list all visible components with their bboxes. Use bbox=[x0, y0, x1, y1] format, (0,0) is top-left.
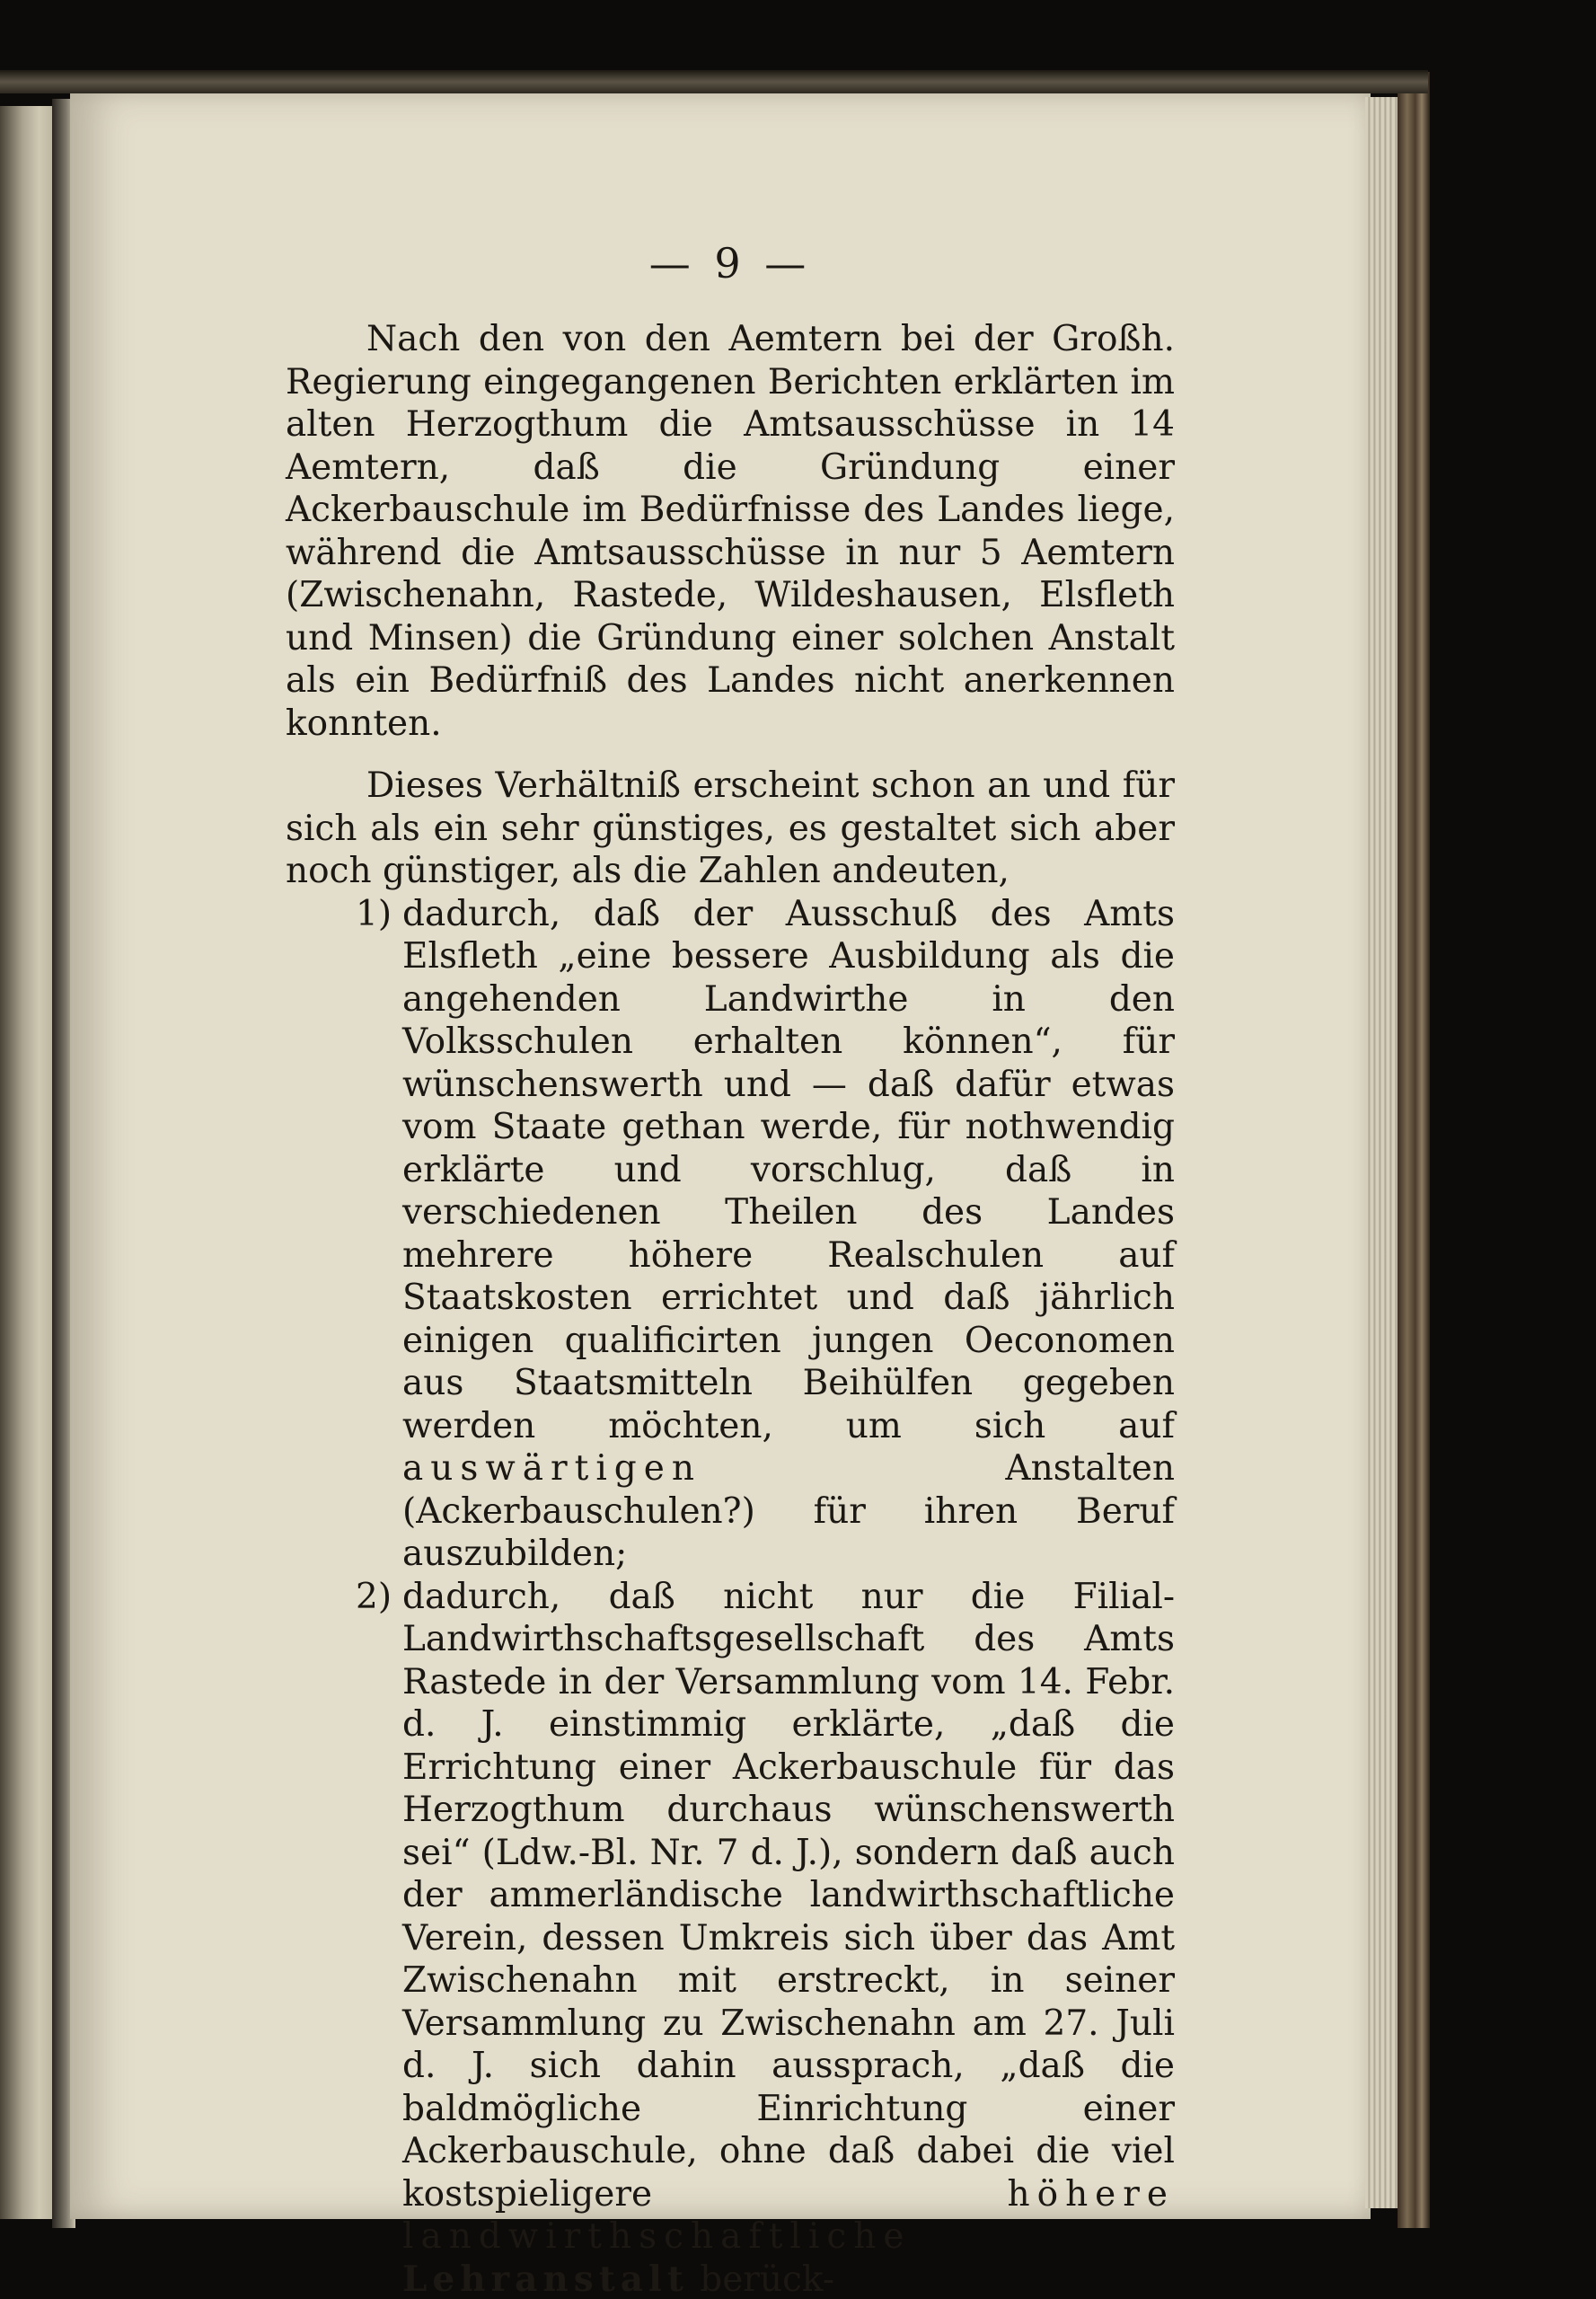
list-item-text-part-a: dadurch, daß der Ausschuß des Amts Elsfleth „eine bessere Ausbildung als die angehenden Landwirthe in den Volksschulen erhalten können“, für wünschenswerth und — daß dafür etwas vom Staate gethan werde, für nothwendig erklärte und vorschlug, daß in verschiedenen Theilen des Landes mehrere höhere Realschulen auf Staatskosten errichtet und daß jährlich einigen qualificirten jungen Oeconomen aus Staatsmitteln Beihülfen gegeben werden möchten, um sich auf bbox=[402, 893, 1175, 1446]
paragraph-1: Nach den von den Aemtern bei der Großh. Regierung eingegangenen Berichten erklärten im alten Herzogthum die Amtsausschüsse in 14 Aemtern, daß die Gründung einer Ackerbauschule im Bedürfnisse des Landes liege, während die Amtsausschüsse in nur 5 Aemtern (Zwischenahn, Rastede, Wildeshausen, Elsfleth und Minsen) die Gründung einer solchen Anstalt als ein Bedürfniß des Landes nicht anerkennen konnten. bbox=[286, 319, 1175, 744]
list-item-text-part-b: berück- bbox=[688, 2259, 835, 2299]
page-number-header: — 9 — bbox=[648, 239, 812, 287]
paragraph-2: Dieses Verhältniß erscheint schon an und für sich als ein sehr günstiges, es gestaltet sich aber noch günstiger, als die Zahlen andeuten, bbox=[286, 765, 1175, 891]
list-item-text-part-a: dadurch, daß nicht nur die Filial-Landwirthschaftsgesellschaft des Amts Rastede in der Versammlung vom 14. Febr. d. J. einstimmig erklärte, „daß die Errichtung einer Ackerbauschule für das Herzogthum durchaus wünschenswerth sei“ (Ldw.-Bl. Nr. 7 d. J.), sondern daß auch der ammerländische landwirthschaftliche Verein, dessen Umkreis sich über das Amt Zwischenahn mit erstreckt, in seiner Versammlung zu Zwischenahn am 27. Juli d. J. sich dahin aussprach, „daß die baldmögliche Einrichtung einer Ackerbauschule, ohne daß dabei die viel kostspieligere bbox=[402, 1576, 1175, 2215]
top-cover-edge bbox=[0, 70, 1428, 93]
marbled-cover-edge bbox=[1398, 72, 1430, 2228]
text-block bbox=[286, 239, 1175, 2299]
emphasized-bold-text: Lehranstalt bbox=[402, 2258, 689, 2299]
list-item-number: 2) bbox=[356, 1576, 392, 1617]
emphasized-spaced-text: auswärtigen bbox=[402, 1448, 701, 1489]
paragraph-gap bbox=[286, 745, 1175, 765]
emphasized-spaced-text: höhere landwirthschaftliche bbox=[402, 2173, 1175, 2257]
list-item-1 bbox=[286, 893, 1175, 1576]
list-item-2 bbox=[286, 1576, 1175, 2299]
list-item-text-part-b: Anstalten (Ackerbauschulen?) für ihren Beruf auszubilden; bbox=[402, 1448, 1175, 1574]
list-item-number: 1) bbox=[356, 893, 392, 934]
page-stack-edge bbox=[1365, 97, 1401, 2208]
left-page-edge bbox=[0, 106, 56, 2219]
